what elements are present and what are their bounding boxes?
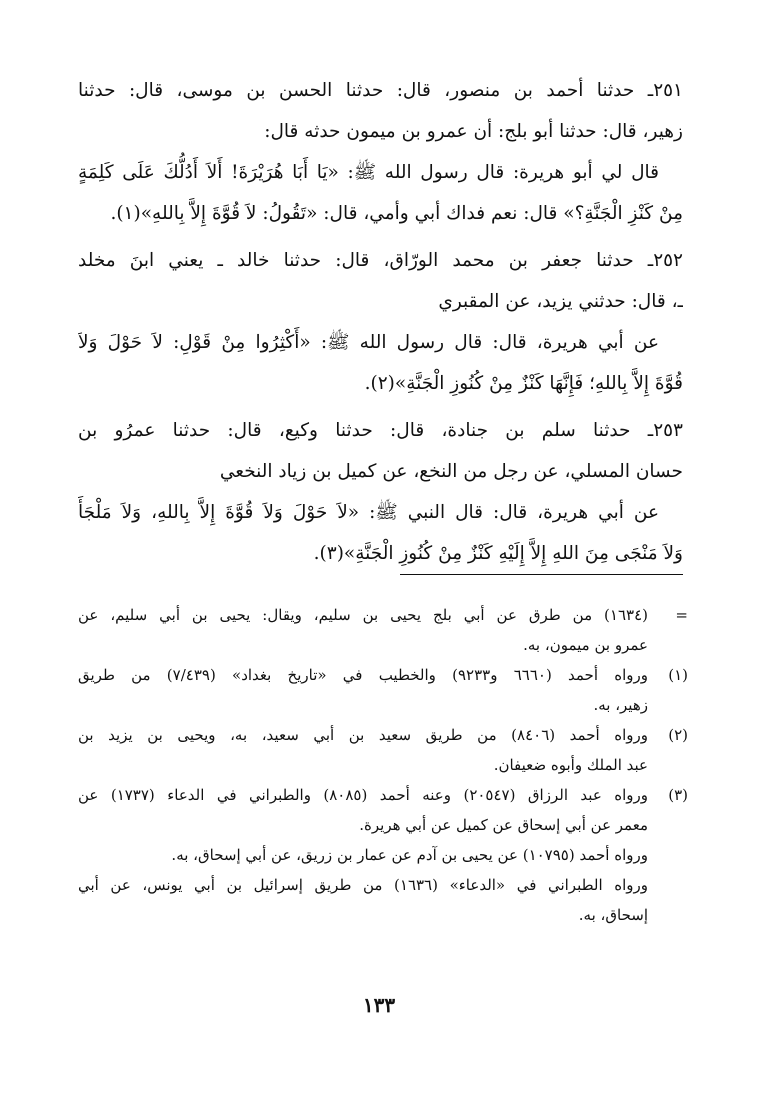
footnote-line: معمر عن أبي إسحاق عن كميل عن أبي هريرة. bbox=[359, 816, 648, 834]
footnote-line: ورواه أحمد (٦٦٦٠ و٩٢٣٣) والخطيب في «تاريخ بغداد» (٧/٤٣٩) من طريق bbox=[78, 666, 648, 684]
footnote-line: عبد الملك وأبوه ضعيفان. bbox=[493, 756, 648, 774]
footnote-marker: (٢) bbox=[668, 726, 688, 744]
footnote-divider bbox=[400, 574, 683, 575]
footnote-line: ورواه الطبراني في «الدعاء» (١٦٣٦) من طريق إسرائيل بن أبي يونس، عن أبي bbox=[78, 876, 648, 894]
footnote-line: (١٦٣٤) من طرق عن أبي بلج يحيى بن سليم، ويقال: يحيى بن أبي سليم، عن bbox=[78, 606, 648, 624]
footnote-marker: (١) bbox=[668, 666, 688, 684]
matn-line: عن أبي هريرة، قال: قال رسول الله ﷺ: «أَكْثِرُوا مِنْ قَوْلِ: لاَ حَوْلَ وَلاَ bbox=[78, 332, 659, 353]
main-text bbox=[78, 70, 683, 574]
hadith-252 bbox=[78, 240, 683, 404]
isnad-line: ـ، قال: حدثني يزيد، عن المقبري bbox=[438, 291, 683, 312]
footnote-continued bbox=[78, 600, 688, 660]
matn-line: عن أبي هريرة، قال: قال النبي ﷺ: «لاَ حَوْلَ وَلاَ قُوَّةَ إِلاَّ بِاللهِ، وَلاَ مَلْجَأَ bbox=[78, 502, 659, 523]
footnotes bbox=[78, 600, 688, 930]
footnote-line: ورواه أحمد (١٠٧٩٥) عن يحيى بن آدم عن عمار بن زريق، عن أبي إسحاق، به. bbox=[171, 846, 648, 864]
footnote-line: عمرو بن ميمون، به. bbox=[523, 636, 648, 654]
matn-line: مِنْ كَنْزِ الْجَنَّةِ؟» قال: نعم فداك أبي وأمي، قال: «تَقُولُ: لاَ قُوَّةَ إِلاَّ بِاللهِ»(١). bbox=[110, 203, 683, 224]
footnote-line: زهير، به. bbox=[593, 696, 648, 714]
hadith-253 bbox=[78, 410, 683, 574]
matn-line: قال لي أبو هريرة: قال رسول الله ﷺ: «يَا أَبَا هُرَيْرَةَ! أَلاَ أَدُلُّكَ عَلَى كَلِمَةٍ bbox=[78, 162, 659, 183]
footnote-marker: = bbox=[675, 606, 688, 624]
isnad-line: ٢٥٣ـ حدثنا سلم بن جنادة، قال: حدثنا وكيع، قال: حدثنا عمرُو بن bbox=[78, 420, 683, 441]
footnote-line: إسحاق، به. bbox=[578, 906, 648, 924]
footnote-line: ورواه أحمد (٨٤٠٦) من طريق سعيد بن أبي سعيد، به، ويحيى بن يزيد بن bbox=[78, 726, 648, 744]
footnote-2 bbox=[78, 720, 688, 780]
hadith-251 bbox=[78, 70, 683, 234]
footnote-marker: (٣) bbox=[668, 786, 688, 804]
isnad-line: زهير، قال: حدثنا أبو بلج: أن عمرو بن ميمون حدثه قال: bbox=[264, 121, 683, 142]
matn-line: قُوَّةَ إِلاَّ بِاللهِ؛ فَإِنَّهَا كَنْزٌ مِنْ كُنُوزِ الْجَنَّةِ»(٢). bbox=[364, 373, 683, 394]
footnote-line: ورواه عبد الرزاق (٢٠٥٤٧) وعنه أحمد (٨٠٨٥) والطبراني في الدعاء (١٧٣٧) عن bbox=[78, 786, 648, 804]
matn-line: وَلاَ مَنْجَى مِنَ اللهِ إِلاَّ إِلَيْهِ كَنْزٌ مِنْ كُنُوزِ الْجَنَّةِ»(٣). bbox=[313, 543, 683, 564]
isnad-line: ٢٥٢ـ حدثنا جعفر بن محمد الورّاق، قال: حدثنا خالد ـ يعني ابنَ مخلد bbox=[78, 250, 683, 271]
footnote-3 bbox=[78, 780, 688, 930]
footnote-1 bbox=[78, 660, 688, 720]
isnad-line: ٢٥١ـ حدثنا أحمد بن منصور، قال: حدثنا الحسن بن موسى، قال: حدثنا bbox=[78, 80, 683, 101]
isnad-line: حسان المسلي، عن رجل من النخع، عن كميل بن زياد النخعي bbox=[219, 461, 683, 482]
page-number: ١٣٣ bbox=[362, 993, 396, 1017]
